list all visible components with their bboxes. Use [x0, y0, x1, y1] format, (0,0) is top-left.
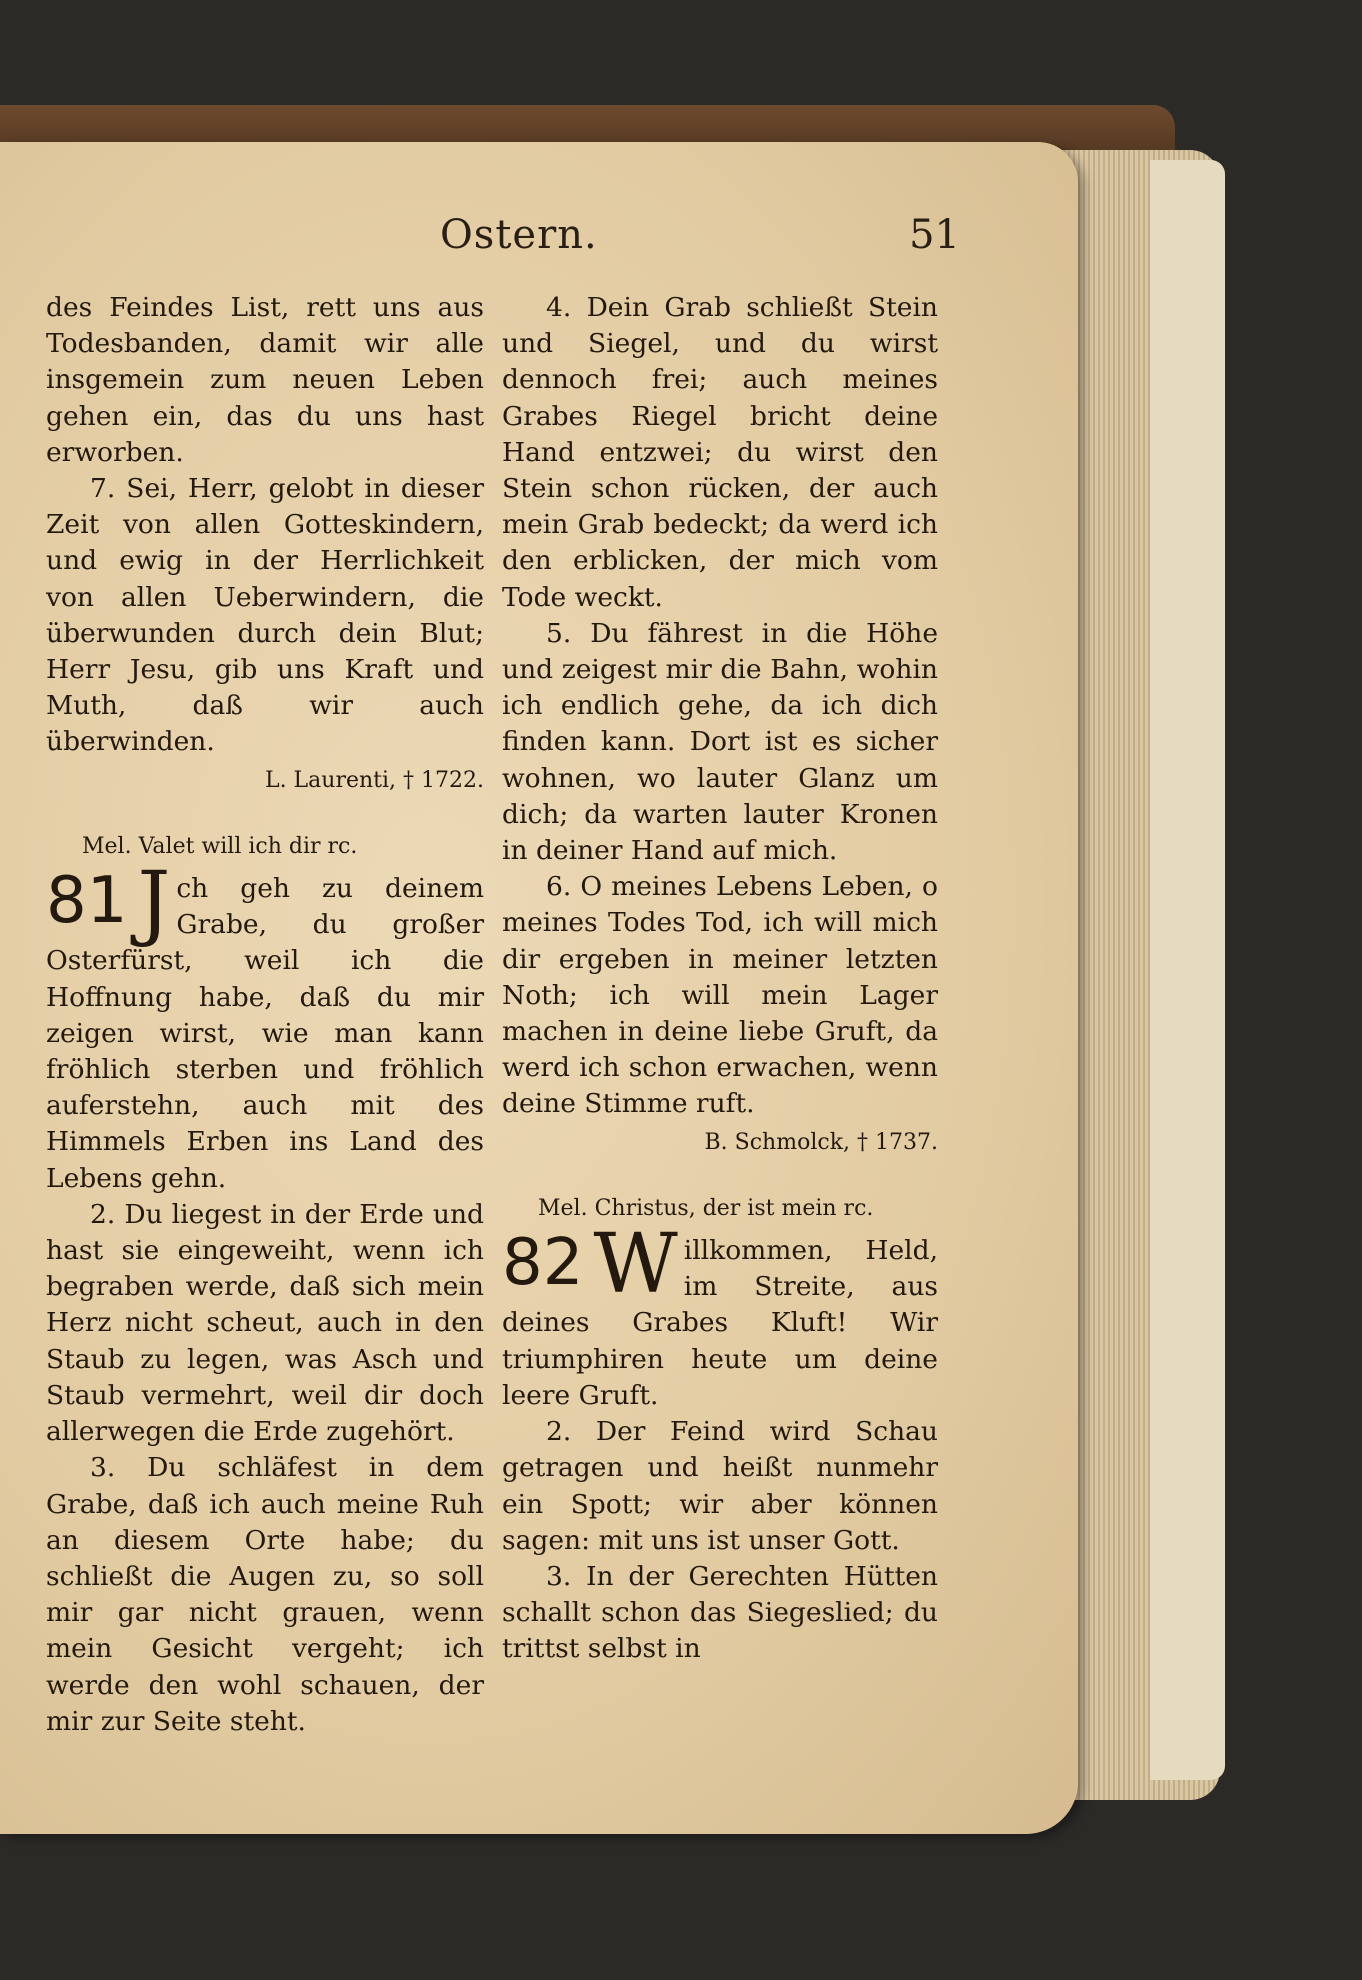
section-title: Ostern.: [440, 212, 598, 258]
hymn-82-verse-1: [502, 1217, 938, 1414]
book-page: [0, 142, 1078, 1834]
hymn-81-verse-2: 2. Du liegest in der Erde und hast sie eingeweiht, wenn ich begraben werde, daß sich mein Herz nicht scheut, auch in den Staub zu legen, was Asch und Staub vermehrt, weil dir doch allerwegen die Erde zugehört.: [46, 1198, 484, 1448]
right-column: [502, 290, 938, 1668]
hymn-number-81: 81: [46, 864, 128, 939]
page-edges-back: [1150, 160, 1225, 1780]
dropcap-w: W: [593, 1217, 678, 1313]
verse-6: 6. O meines Lebens Leben, o meines Todes Tod, ich will mich dir ergeben in meiner letzten Noth; ich will mein Lager machen in deine liebe Gruft, da werd ich schon erwachen, wenn deine Stimme ruft.: [502, 871, 938, 1120]
hymn-81-verse-3: 3. Du schläfest in dem Grabe, daß ich auch meine Ruh an diesem Orte habe; du schließt die Augen zu, so soll mir gar nicht grauen, wenn mein Gesicht vergeht; ich werde den wohl schauen, der mir zur Seite steht.: [46, 1452, 484, 1737]
hymn-81-verse-1-text: ch geh zu deinem Grabe, du großer Osterfürst, weil ich die Hoffnung habe, daß du mir zeigen wirst, wie man kann fröhlich sterben und fröhlich auferstehn, auch mit des Himmels Erben ins Land des Lebens gehn.: [46, 873, 484, 1194]
melody-81: Mel. Valet will ich dir rc.: [82, 833, 358, 859]
left-column: [46, 290, 484, 1740]
page-number: 51: [909, 212, 960, 258]
verse-continuation: des Feindes List, rett uns aus Todesbanden, damit wir alle insgemein zum neuen Leben gehen ein, das du uns hast erworben.: [46, 292, 484, 468]
melody-82: Mel. Christus, der ist mein rc.: [538, 1195, 874, 1221]
verse-4: 4. Dein Grab schließt Stein und Siegel, und du wirst dennoch frei; auch meines Grabes Riegel bricht deine Hand entzwei; du wirst den Stein schon rücken, der auch mein Grab bedeckt; da werd ich den erblicken, der mich vom Tode weckt.: [502, 292, 938, 613]
hymn-number-82: 82: [502, 1226, 584, 1301]
hymn-82-verse-3: 3. In der Gerechten Hütten schallt schon das Siegeslied; du trittst selbst in: [502, 1560, 938, 1665]
verse-7: 7. Sei, Herr, gelobt in dieser Zeit von allen Gotteskindern, und ewig in der Herrlichkeit von allen Ueberwindern, die überwunden durch dein Blut; Herr Jesu, gib uns Kraft und Muth, daß wir auch überwinden.: [46, 473, 484, 758]
page-header: [0, 212, 1078, 272]
author-laurenti: L. Laurenti, † 1722.: [264, 767, 484, 793]
hymn-82-verse-1-text: illkommen, Held, im Streite, aus deines Grabes Kluft! Wir triumphiren heute um deine leere Gruft.: [502, 1235, 938, 1411]
dropcap-j: J: [137, 855, 171, 951]
hymn-81-verse-1: [46, 855, 484, 1197]
verse-5: 5. Du fährest in die Höhe und zeigest mir die Bahn, wohin ich endlich gehe, da ich dich finden kann. Dort ist es sicher wohnen, wo lauter Glanz um dich; da warten lauter Kronen in deiner Hand auf mich.: [502, 617, 938, 867]
hymn-82-verse-2: 2. Der Feind wird Schau getragen und heißt nunmehr ein Spott; wir aber können sagen: mit uns ist unser Gott.: [502, 1416, 938, 1556]
author-schmolck: B. Schmolck, † 1737.: [704, 1129, 938, 1155]
